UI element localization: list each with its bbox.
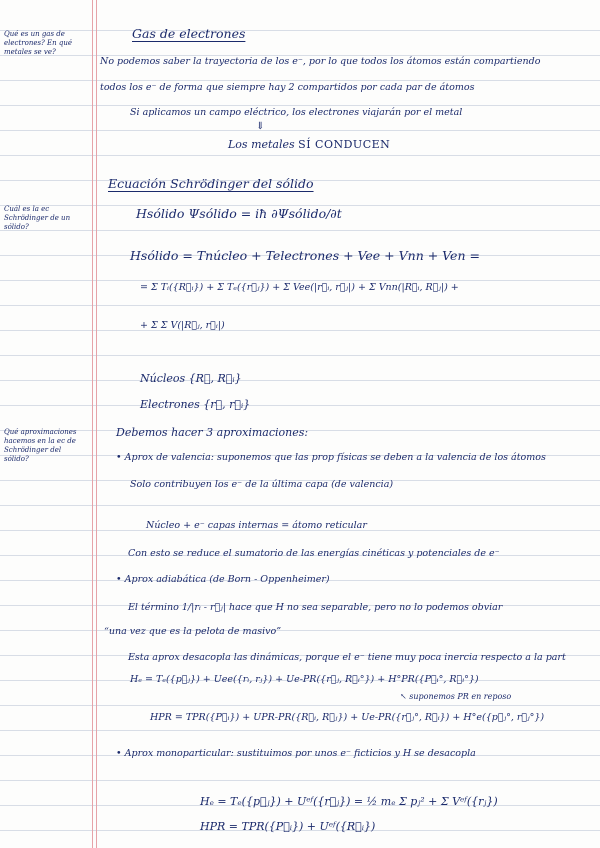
bullet-item: • Aprox adiabática (de Born - Oppenheimer) — [116, 574, 330, 585]
bullet-item: • Aprox monoparticular: sustituimos por unos e⁻ ficticios y H se desacopla — [116, 748, 476, 759]
implies-arrow: ⇓ — [256, 121, 265, 132]
margin-note-2: Cuál es la ec Schrödinger de un sólido? — [4, 205, 71, 231]
margin-line — [92, 0, 93, 848]
section-title-schrodinger: Ecuación Schrödinger del sólido — [108, 176, 314, 191]
text-line: Debemos hacer 3 aproximaciones: — [116, 426, 309, 439]
text-line: Núcleo + e⁻ capas internas = átomo reticular — [146, 520, 367, 531]
equation: Hsólido = Tnúcleo + Telectrones + Vee + Vnn + Ven = — [130, 248, 480, 263]
text-line: Solo contribuyen los e⁻ de la última capa (de valencia) — [130, 479, 394, 490]
equation: = Σ Tᵢ({R⃗ᵢ}) + Σ Tₑ({r⃗ⱼ}) + Σ Vee(|r⃗ᵢ, r⃗ⱼ|) + Σ Vnn(|R⃗ᵢ, R⃗ⱼ|) + — [140, 282, 459, 293]
equation: Hsólido Ψsólido = iħ ∂Ψsólido/∂t — [136, 206, 342, 221]
section-title-gas: Gas de electrones — [132, 26, 246, 41]
text-line: todos los e⁻ de forma que siempre hay 2 compartidos por cada par de átomos — [100, 82, 475, 93]
equation: Hₑ = Tₑ({p⃗ⱼ}) + Uᵉᶠ({r⃗ⱼ}) = ½ mₑ Σ pⱼ² + Σ Vᵉᶠ({rⱼ}) — [200, 795, 498, 808]
margin-note-1: Qué es un gas de electrones? En qué metales se ve? — [4, 30, 73, 56]
text-line: Con esto se reduce el sumatorio de las energías cinéticas y potenciales de e⁻ — [128, 548, 500, 559]
emphasis-text: SÍ CONDUCEN — [298, 138, 391, 151]
bullet-item: • Aprox de valencia: suponemos que las prop físicas se deben a la valencia de los átomos — [116, 452, 546, 463]
text-line: El término 1/|rᵢ - r⃗ⱼ| hace que H no sea separable, pero no lo podemos obviar — [128, 602, 503, 613]
annotation: ↖ suponemos PR en reposo — [400, 692, 512, 701]
equation: HPR = TPR({P⃗ᵢ}) + Uᵉᶠ({R⃗ᵢ}) — [200, 820, 376, 833]
text-line: Electrones {r⃗, r⃗ᵢ} — [140, 398, 251, 411]
text-line: Esta aprox desacopla las dinámicas, porque el e⁻ tiene muy poca inercia respecto a la part — [128, 652, 566, 663]
text-line: No podemos saber la trayectoria de los e⁻, por lo que todos los átomos están compartiendo — [100, 56, 541, 67]
equation: Hₑ = Tₑ({p⃗ⱼ}) + Uee({rᵢ, rⱼ}) + Ue-PR({r⃗ⱼ, R⃗ᵢ°}) + H°PR({P⃗ᵢ°, R⃗ᵢ°}) — [130, 674, 479, 685]
text-fragment: Los metales — [228, 138, 295, 151]
equation: HPR = TPR({P⃗ᵢ}) + UPR-PR({R⃗ᵢ, R⃗ⱼ}) + Ue-PR({r⃗ⱼ°, R⃗ᵢ}) + H°e({p⃗ⱼ°, r⃗ⱼ°}) — [150, 712, 545, 723]
margin-note-3: Qué aproximaciones hacemos en la ec de Schrödinger del sólido? — [4, 428, 77, 463]
text-line — [228, 138, 390, 151]
text-line: Núcleos {R⃗, R⃗ᵢ} — [140, 372, 242, 385]
margin-line — [96, 0, 97, 848]
text-line: Si aplicamos un campo eléctrico, los electrones viajarán por el metal — [130, 107, 463, 118]
equation: + Σ Σ V(|R⃗ⱼ, r⃗ᵢ|) — [140, 320, 225, 331]
text-line: “una vez que es la pelota de masivo” — [104, 626, 282, 637]
